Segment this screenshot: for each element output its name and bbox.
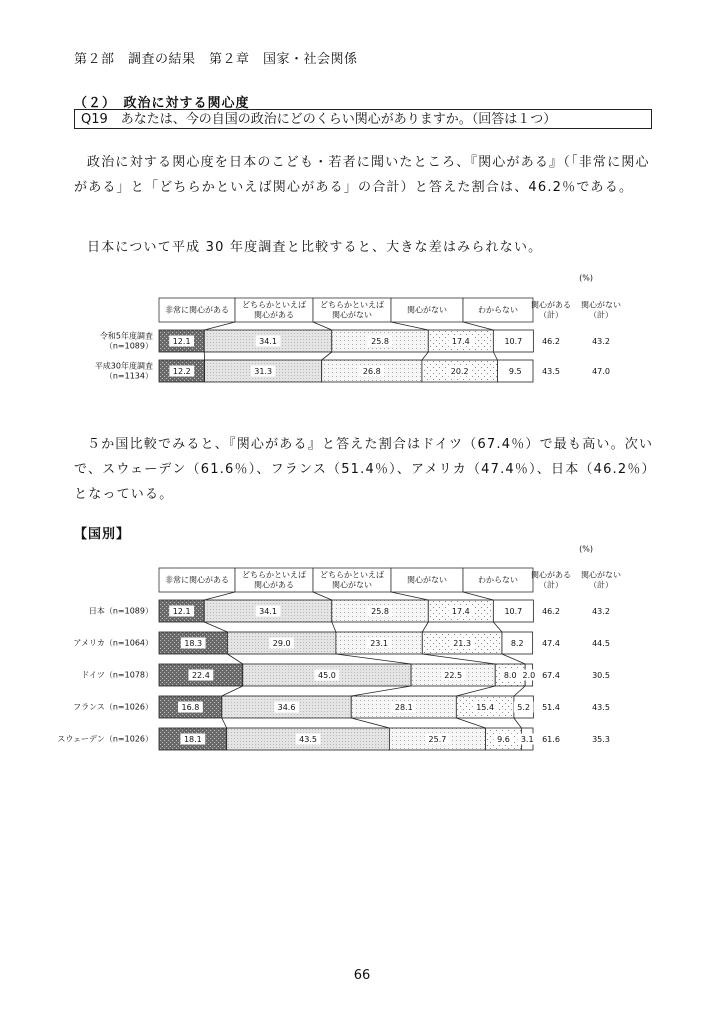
legend-label: 関心がない	[407, 305, 447, 315]
value-label: 34.6	[277, 703, 296, 712]
row-label: 平成30年度調査	[94, 361, 153, 371]
row-label: 日本（n=1089）	[88, 606, 153, 616]
connector-line	[222, 718, 227, 728]
value-label: 17.4	[451, 607, 470, 616]
country-section-label: 【国別】	[74, 527, 131, 542]
summary-value: 43.2	[592, 337, 610, 346]
connector-line	[422, 622, 428, 632]
chart-country	[57, 545, 621, 751]
connector-line	[422, 654, 495, 664]
value-label: 3.1	[520, 735, 534, 744]
connector-line	[322, 352, 332, 360]
connector-line	[391, 322, 428, 330]
value-label: 31.3	[254, 367, 273, 376]
value-label: 22.5	[444, 671, 463, 680]
row-label: 令和5年度調査	[99, 331, 153, 341]
summary-value: 43.5	[592, 703, 610, 712]
summary-value: 43.2	[592, 607, 610, 616]
value-label: 34.1	[259, 337, 277, 346]
value-label: 8.0	[503, 671, 517, 680]
row-label: （n=1134）	[104, 371, 153, 381]
summary-header: （計）	[539, 310, 563, 320]
connector-line	[493, 622, 502, 632]
legend-label: 関心がある	[254, 310, 294, 320]
legend-label: 非常に関心がある	[165, 575, 229, 585]
value-label: 25.7	[428, 735, 447, 744]
summary-value: 43.5	[542, 367, 560, 376]
paragraph-2: 日本について平成 30 年度調査と比較すると、大きな差はみられない。	[87, 240, 543, 255]
summary-value: 35.3	[592, 735, 610, 744]
value-label: 34.1	[259, 607, 277, 616]
connector-line	[514, 718, 521, 728]
connector-line	[463, 322, 493, 330]
value-label: 12.1	[172, 607, 191, 616]
value-label: 26.8	[362, 367, 381, 376]
connector-line	[313, 592, 332, 600]
unit-label: (%)	[579, 273, 593, 283]
connector-line	[391, 592, 428, 600]
legend-label: 非常に関心がある	[165, 305, 229, 315]
connector-line	[456, 686, 495, 696]
paragraph-1: 政治に対する関心度を日本のこども・若者に聞いたところ、『関心がある』（「非常に関心がある」と「どちらかといえば関心がある」の合計）と答えた割合は、46.2％である。	[74, 155, 650, 195]
legend-label: 関心がない	[407, 575, 447, 585]
value-label: 18.3	[184, 639, 203, 648]
connector-line	[493, 352, 497, 360]
legend-label: わからない	[478, 575, 518, 585]
summary-value: 47.0	[592, 367, 610, 376]
value-label: 10.7	[504, 607, 523, 616]
connector-line	[204, 622, 227, 632]
paragraph-3: ５か国比較でみると、『関心がある』と答えた割合はドイツ（67.4％）で最も高い。次いで、スウェーデン（61.6％）、フランス（51.4％）、アメリカ（47.4％）、日本（46.2％）となっている。	[74, 437, 656, 502]
connector-line	[222, 686, 243, 696]
page-number: 66	[353, 968, 371, 983]
connector-line	[204, 592, 235, 600]
summary-header: 関心がない	[581, 300, 621, 310]
value-label: 45.0	[318, 671, 336, 680]
value-label: 43.5	[299, 735, 317, 744]
summary-header: （計）	[589, 580, 613, 590]
unit-label: (%)	[579, 544, 593, 554]
legend-label: 関心がある	[254, 580, 294, 590]
value-label: 16.8	[181, 703, 200, 712]
legend-label: どちらかといえば	[242, 300, 306, 310]
value-label: 12.2	[172, 367, 191, 376]
summary-header: （計）	[539, 580, 563, 590]
legend-label: 関心がない	[332, 310, 372, 320]
value-label: 25.8	[371, 607, 389, 616]
summary-value: 46.2	[542, 337, 560, 346]
value-label: 18.1	[183, 735, 202, 744]
summary-value: 51.4	[542, 703, 560, 712]
value-label: 10.7	[504, 337, 523, 346]
value-label: 8.2	[510, 639, 524, 648]
value-label: 29.0	[272, 639, 291, 648]
summary-value: 61.6	[542, 735, 560, 744]
connector-line	[514, 686, 525, 696]
row-label: スウェーデン（n=1026）	[57, 734, 153, 744]
connector-line	[204, 322, 235, 330]
connector-line	[313, 322, 332, 330]
value-label: 9.5	[508, 367, 522, 376]
value-label: 21.3	[453, 639, 472, 648]
connector-line	[227, 654, 242, 664]
value-label: 22.4	[191, 671, 210, 680]
connector-line	[332, 622, 336, 632]
summary-header: （計）	[589, 310, 613, 320]
value-label: 28.1	[394, 703, 413, 712]
value-label: 23.1	[370, 639, 389, 648]
legend-label: どちらかといえば	[242, 570, 306, 580]
row-label: （n=1089）	[104, 341, 153, 351]
connector-line	[336, 654, 411, 664]
summary-value: 30.5	[592, 671, 610, 680]
value-label: 2.0	[522, 671, 536, 680]
value-label: 9.6	[497, 735, 510, 744]
value-label: 5.2	[517, 703, 531, 712]
summary-value: 67.4	[542, 671, 560, 680]
connector-line	[463, 592, 493, 600]
row-label: フランス（n=1026）	[73, 702, 153, 712]
legend-label: どちらかといえば	[320, 300, 384, 310]
summary-header: 関心がある	[531, 300, 571, 310]
connector-line	[351, 718, 389, 728]
connector-line	[351, 686, 411, 696]
question-box: Q19 あなたは、今の自国の政治にどのくらい関心がありますか。（回答は１つ）	[74, 109, 652, 129]
legend-label: わからない	[478, 305, 518, 315]
row-label: ドイツ（n=1078）	[81, 670, 153, 680]
value-label: 20.2	[450, 367, 469, 376]
page-header: 第２部 調査の結果 第２章 国家・社会関係	[74, 52, 358, 67]
row-label: アメリカ（n=1064）	[73, 638, 153, 648]
summary-header: 関心がある	[531, 570, 571, 580]
chart-trend	[95, 274, 621, 383]
value-label: 12.1	[172, 337, 191, 346]
legend-label: 関心がない	[332, 580, 372, 590]
connector-line	[502, 654, 525, 664]
connector-line	[456, 718, 485, 728]
section-title: （２） 政治に対する関心度	[74, 96, 250, 111]
summary-value: 47.4	[542, 639, 560, 648]
legend-label: どちらかといえば	[320, 570, 384, 580]
value-label: 25.8	[371, 337, 389, 346]
summary-value: 44.5	[592, 639, 610, 648]
summary-value: 46.2	[542, 607, 560, 616]
connector-line	[422, 352, 428, 360]
summary-header: 関心がない	[581, 570, 621, 580]
value-label: 15.4	[476, 703, 495, 712]
value-label: 17.4	[451, 337, 470, 346]
